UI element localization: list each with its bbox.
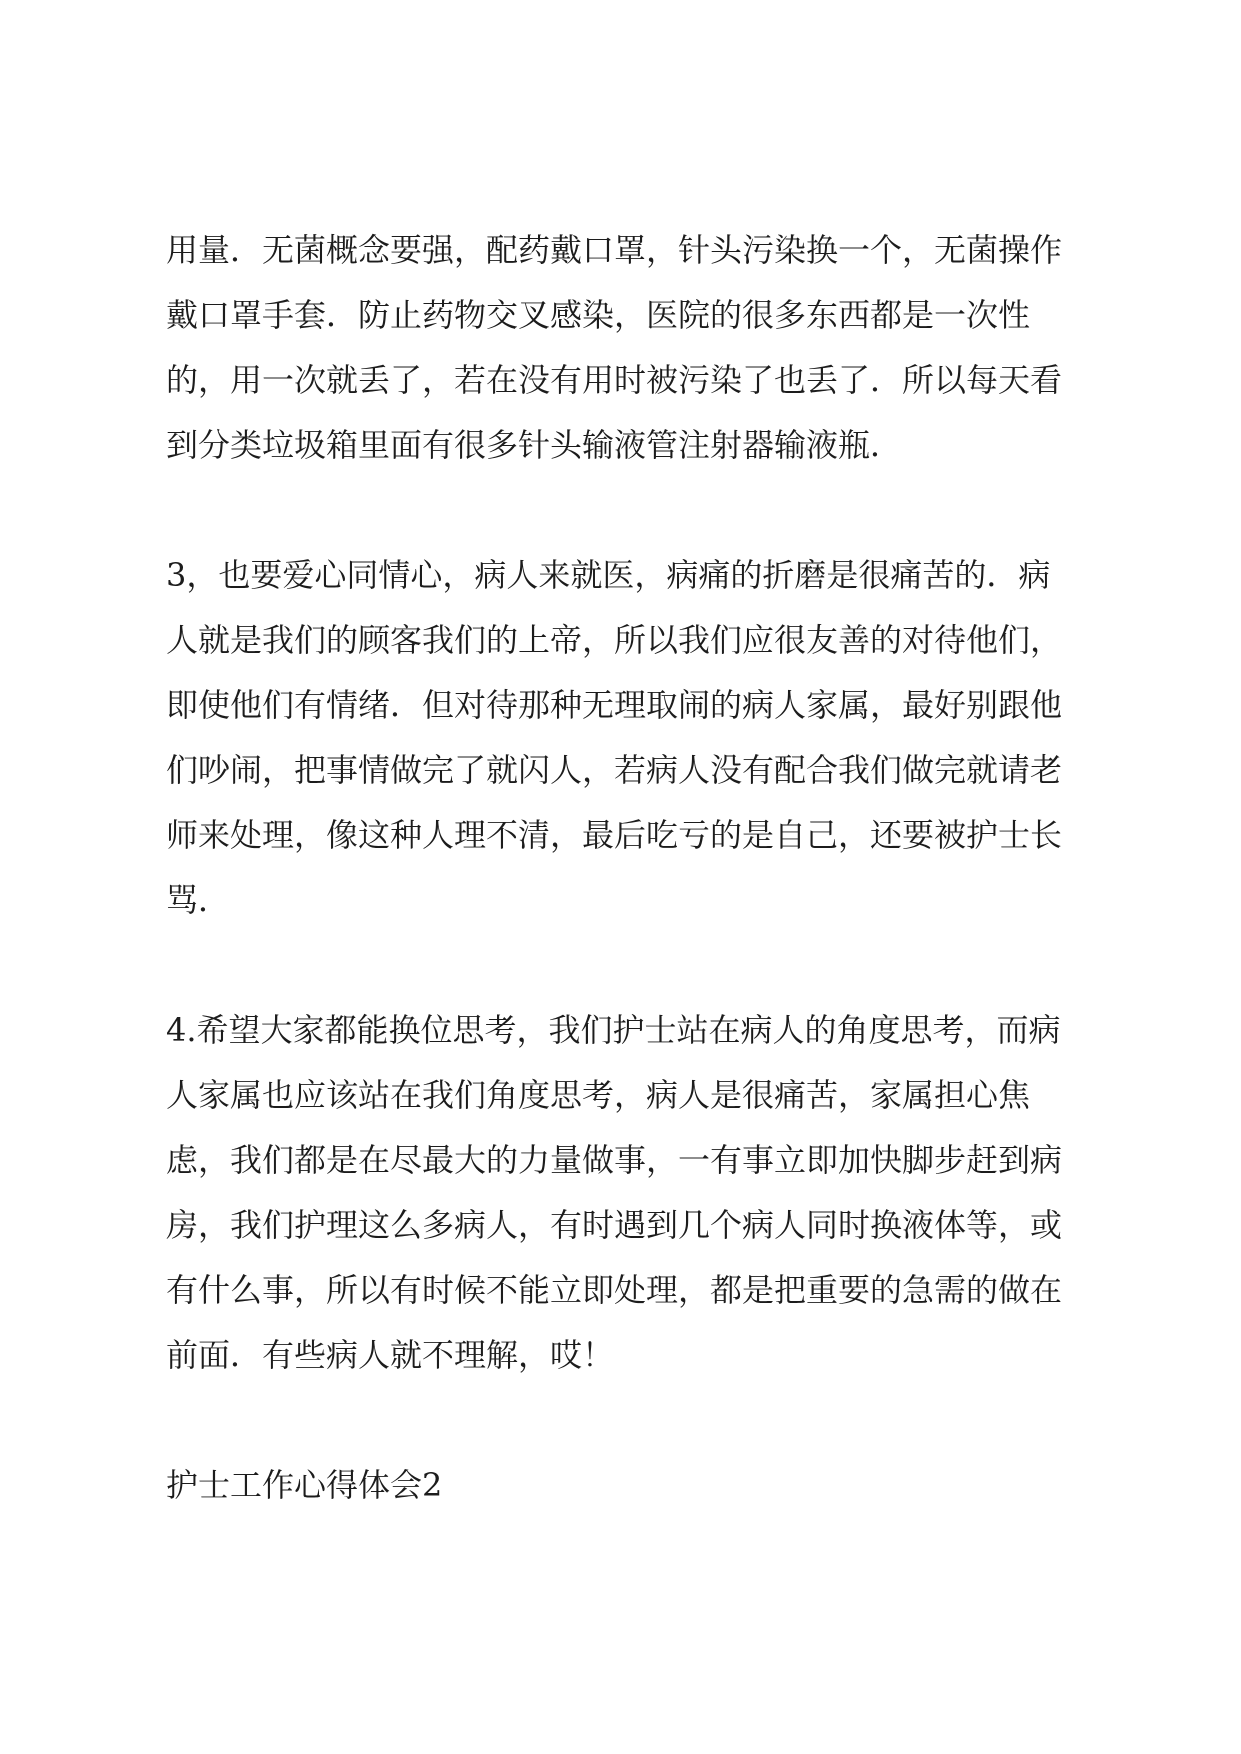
text-line: 们吵闹，把事情做完了就闪人，若病人没有配合我们做完就请老	[166, 751, 1063, 789]
text-line: 师来处理，像这种人理不清，最后吃亏的是自己，还要被护士长	[166, 816, 1063, 854]
text-line: 戴口罩手套．防止药物交叉感染，医院的很多东西都是一次性	[166, 296, 1031, 334]
text-line: 即使他们有情绪．但对待那种无理取闹的病人家属，最好别跟他	[166, 686, 1063, 724]
text-line: 人家属也应该站在我们角度思考，病人是很痛苦，家属担心焦	[166, 1076, 1031, 1114]
text-line: 4.希望大家都能换位思考，我们护士站在病人的角度思考，而病	[166, 1011, 1061, 1049]
text-line: 骂．	[166, 881, 231, 919]
text-line: 的，用一次就丢了，若在没有用时被污染了也丢了．所以每天看	[166, 361, 1063, 399]
text-line: 到分类垃圾箱里面有很多针头输液管注射器输液瓶．	[166, 426, 903, 464]
text-line: 3，也要爱心同情心，病人来就医，病痛的折磨是很痛苦的．病	[166, 556, 1051, 594]
text-line: 人就是我们的顾客我们的上帝，所以我们应很友善的对待他们，	[166, 621, 1063, 659]
text-line: 有什么事，所以有时候不能立即处理，都是把重要的急需的做在	[166, 1271, 1063, 1309]
text-line: 虑，我们都是在尽最大的力量做事，一有事立即加快脚步赶到病	[166, 1141, 1063, 1179]
section-heading: 护士工作心得体会2	[166, 1466, 443, 1504]
text-line: 房，我们护理这么多病人，有时遇到几个病人同时换液体等，或	[166, 1206, 1063, 1244]
text-line: 用量．无菌概念要强，配药戴口罩，针头污染换一个，无菌操作	[166, 231, 1063, 269]
text-line: 前面．有些病人就不理解，哎！	[166, 1336, 615, 1374]
